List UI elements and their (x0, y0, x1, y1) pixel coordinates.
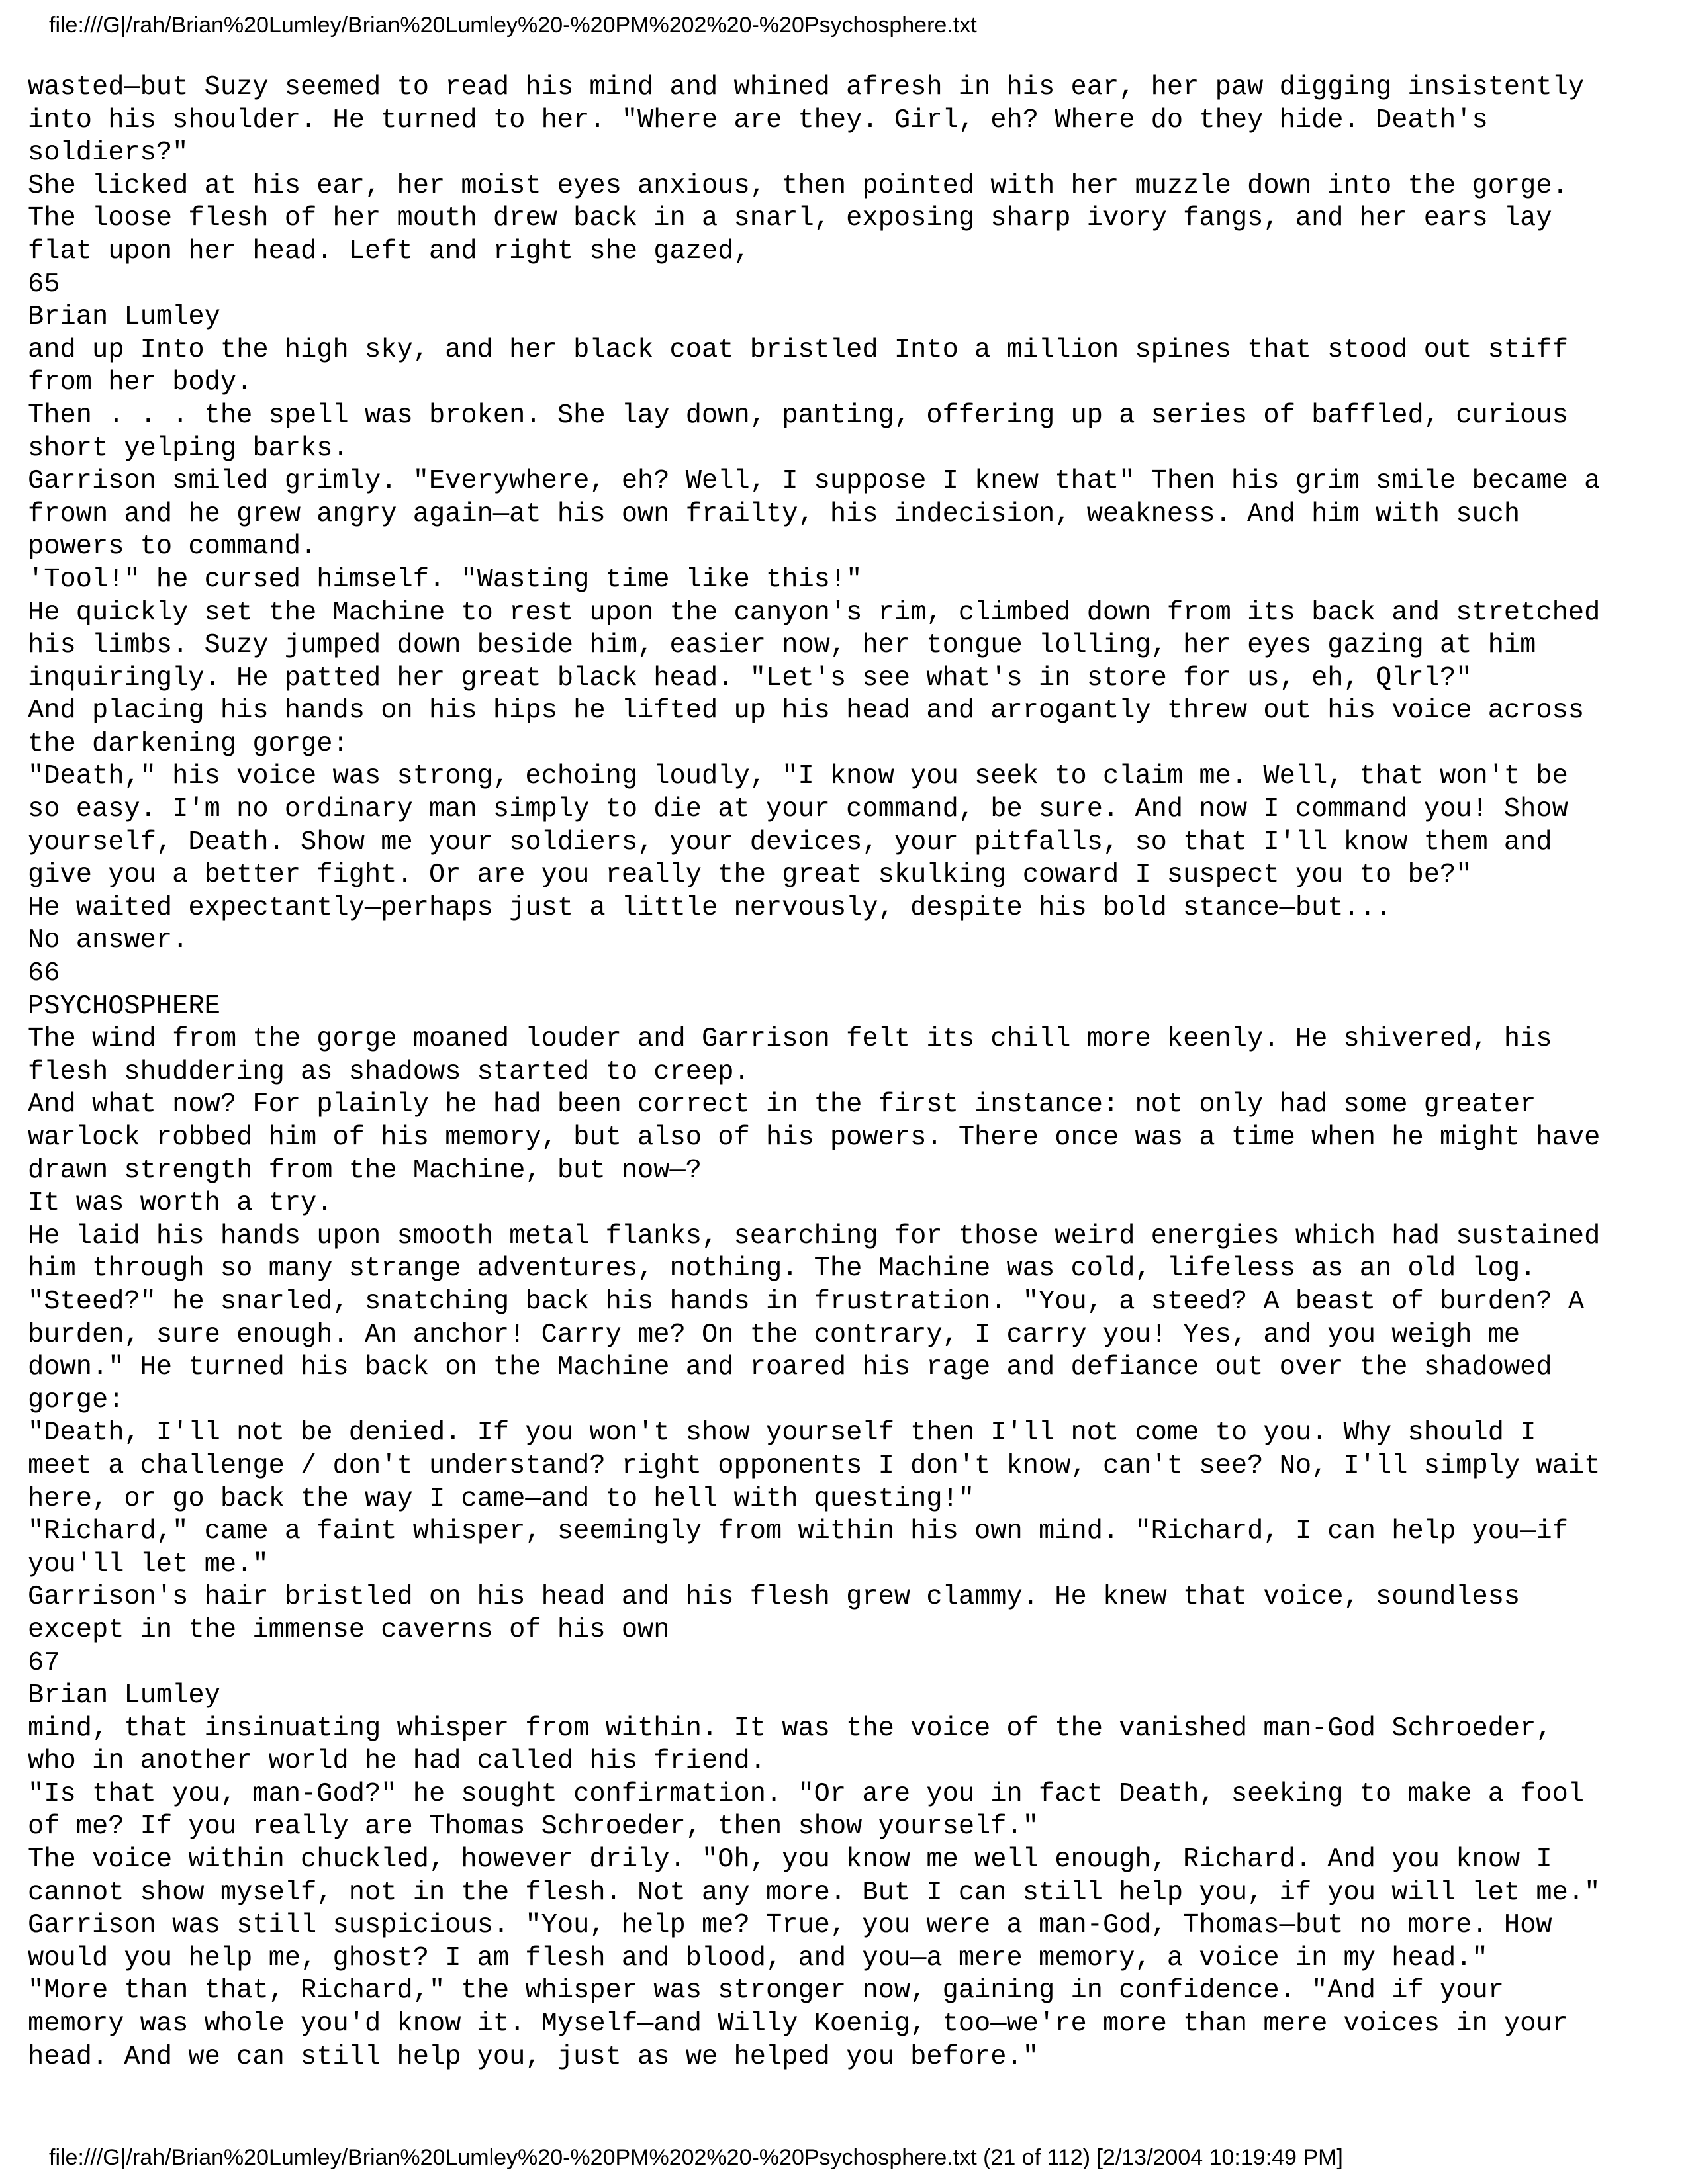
text-line: drawn strength from the Machine, but now—? (28, 1155, 702, 1186)
text-line: "Death," his voice was strong, echoing loudly, "I know you seek to claim me. Well, that won't be (28, 761, 1568, 792)
page-number: 66 (28, 958, 60, 989)
text-line: mind, that insinuating whisper from within. It was the voice of the vanished man-God Schroeder, (28, 1713, 1552, 1744)
text-line: give you a better fight. Or are you really the great skulking coward I suspect you to be?" (28, 860, 1472, 891)
text-line: Garrison's hair bristled on his head and his flesh grew clammy. He knew that voice, soundless (28, 1582, 1521, 1613)
text-line: "Death, I'll not be denied. If you won't show yourself then I'll not come to you. Why should I (28, 1418, 1536, 1449)
text-line: burden, sure enough. An anchor! Carry me? On the contrary, I carry you! Yes, and you weigh me (28, 1319, 1521, 1350)
text-line: It was worth a try. (28, 1188, 333, 1219)
text-line: yourself, Death. Show me your soldiers, your devices, your pitfalls, so that I'll know them and (28, 827, 1552, 858)
text-line: Then . . . the spell was broken. She lay down, panting, offering up a series of baffled, curious (28, 400, 1568, 431)
text-line: into his shoulder. He turned to her. "Where are they. Girl, eh? Where do they hide. Death's (28, 105, 1488, 136)
running-header: Brian Lumley (28, 302, 220, 333)
text-line: him through so many strange adventures, nothing. The Machine was cold, lifeless as an old log. (28, 1253, 1536, 1285)
text-line: from her body. (28, 367, 253, 398)
text-line: flesh shuddering as shadows started to creep. (28, 1056, 750, 1087)
text-line: you'll let me." (28, 1549, 269, 1580)
running-header: Brian Lumley (28, 1680, 220, 1711)
text-line: powers to command. (28, 531, 317, 563)
text-line: wasted—but Suzy seemed to read his mind and whined afresh in his ear, her paw digging insistently (28, 72, 1585, 103)
file-path-header: file:///G|/rah/Brian%20Lumley/Brian%20Lumley%20-%20PM%202%20-%20Psychosphere.txt (49, 13, 977, 38)
text-line: He quickly set the Machine to rest upon the canyon's rim, climbed down from its back and stretched (28, 597, 1601, 628)
text-line: gorge: (28, 1385, 124, 1416)
text-line: The voice within chuckled, however drily. "Oh, you know me well enough, Richard. And you know I (28, 1844, 1552, 1876)
text-line: who in another world he had called his friend. (28, 1746, 766, 1777)
text-line: would you help me, ghost? I am flesh and blood, and you—a mere memory, a voice in my head." (28, 1942, 1488, 1974)
text-line: No answer. (28, 925, 189, 956)
page-number: 65 (28, 269, 60, 300)
text-line: 'Tool!" he cursed himself. "Wasting time like this!" (28, 564, 863, 595)
text-line: He waited expectantly—perhaps just a little nervously, despite his bold stance—but... (28, 892, 1392, 923)
text-line: his limbs. Suzy jumped down beside him, easier now, her tongue lolling, her eyes gazing at him (28, 630, 1536, 661)
text-line: and up Into the high sky, and her black coat bristled Into a million spines that stood out stiff (28, 334, 1568, 365)
text-line: down." He turned his back on the Machine and roared his rage and defiance out over the shadowed (28, 1352, 1552, 1383)
text-line: so easy. I'm no ordinary man simply to die at your command, be sure. And now I command you! Show (28, 794, 1568, 825)
text-line: memory was whole you'd know it. Myself—and Willy Koenig, too—we're more than mere voices in your (28, 2009, 1568, 2040)
text-line: Garrison was still suspicious. "You, help me? True, you were a man-God, Thomas—but no more. How (28, 1910, 1552, 1941)
text-line: of me? If you really are Thomas Schroeder, then show yourself." (28, 1811, 1039, 1843)
text-line: Garrison smiled grimly. "Everywhere, eh? Well, I suppose I knew that" Then his grim smile became a (28, 466, 1601, 497)
page-number: 67 (28, 1647, 60, 1678)
text-line: "Steed?" he snarled, snatching back his hands in frustration. "You, a steed? A beast of burden? A (28, 1286, 1585, 1317)
text-line: the darkening gorge: (28, 728, 349, 759)
running-header: PSYCHOSPHERE (28, 991, 220, 1022)
text-line: head. And we can still help you, just as we helped you before." (28, 2041, 1039, 2072)
text-line: He laid his hands upon smooth metal flanks, searching for those weird energies which had sustained (28, 1220, 1601, 1251)
text-line: cannot show myself, not in the flesh. Not any more. But I can still help you, if you will let me." (28, 1877, 1601, 1908)
text-line: flat upon her head. Left and right she gazed, (28, 236, 750, 267)
text-line: inquiringly. He patted her great black head. "Let's see what's in store for us, eh, Qlrl?" (28, 662, 1472, 694)
text-line: The loose flesh of her mouth drew back in a snarl, exposing sharp ivory fangs, and her ears lay (28, 203, 1552, 234)
text-line: And placing his hands on his hips he lifted up his head and arrogantly threw out his voice across (28, 696, 1585, 727)
text-line: The wind from the gorge moaned louder and Garrison felt its chill more keenly. He shivered, his (28, 1024, 1552, 1055)
text-line: soldiers?" (28, 138, 189, 169)
text-line: And what now? For plainly he had been correct in the first instance: not only had some greater (28, 1089, 1536, 1120)
text-line: "Richard," came a faint whisper, seemingly from within his own mind. "Richard, I can help you—if (28, 1516, 1568, 1547)
file-path-footer: file:///G|/rah/Brian%20Lumley/Brian%20Lumley%20-%20PM%202%20-%20Psychosphere.txt (21 of 112) [2/13/2004 10:19:49 PM] (49, 2145, 1343, 2170)
text-line: "Is that you, man-God?" he sought confirmation. "Or are you in fact Death, seeking to make a fool (28, 1778, 1585, 1809)
text-line: here, or go back the way I came—and to hell with questing!" (28, 1483, 975, 1514)
text-line: warlock robbed him of his memory, but also of his powers. There once was a time when he might have (28, 1122, 1601, 1153)
text-line: She licked at his ear, her moist eyes anxious, then pointed with her muzzle down into the gorge. (28, 170, 1568, 201)
text-line: except in the immense caverns of his own (28, 1614, 670, 1645)
text-line: meet a challenge / don't understand? right opponents I don't know, can't see? No, I'll simply wait (28, 1450, 1601, 1481)
text-line: frown and he grew angry again—at his own frailty, his indecision, weakness. And him with such (28, 498, 1521, 529)
document-text (28, 71, 1669, 2073)
text-line: "More than that, Richard," the whisper was stronger now, gaining in confidence. "And if your (28, 1976, 1504, 2007)
text-line: short yelping barks. (28, 433, 349, 464)
